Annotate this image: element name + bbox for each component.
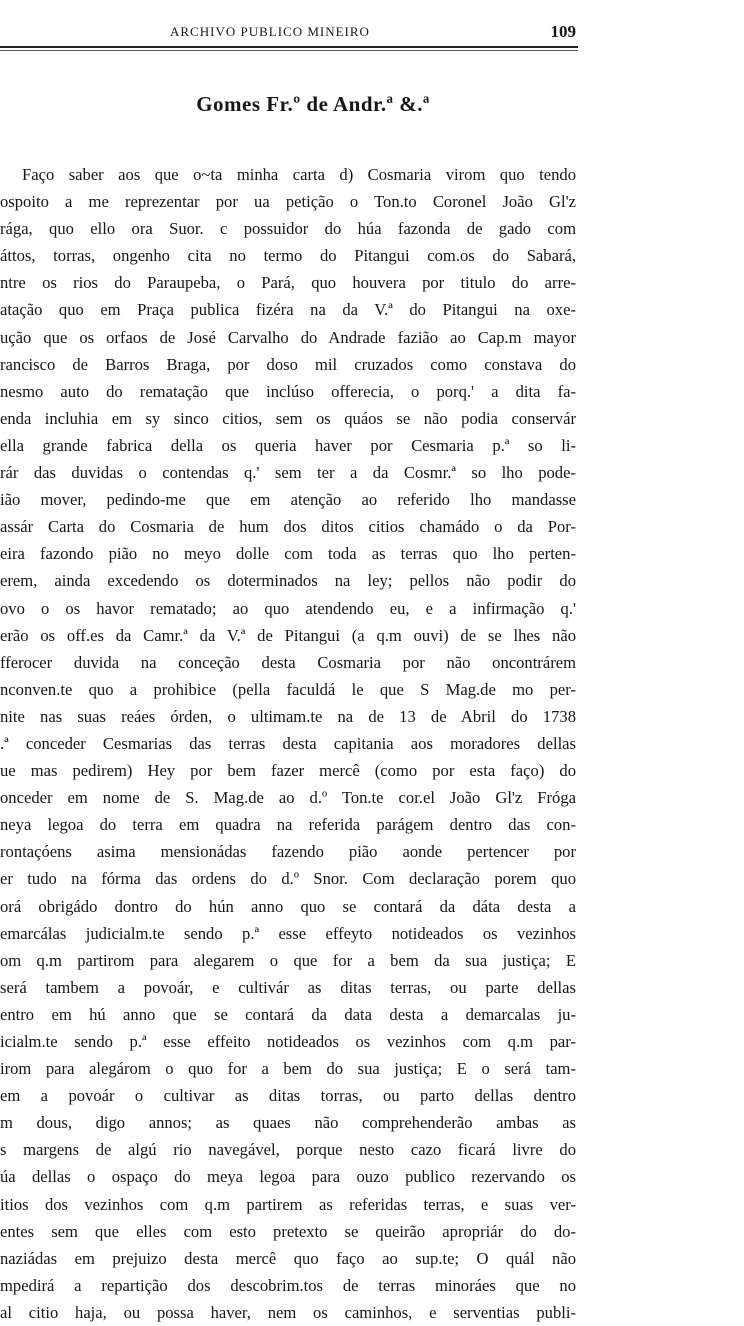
body-text (0, 161, 576, 1326)
text-line: Faço saber aos que o~ta minha carta d) Cosmaria virom quo tendo (22, 165, 576, 184)
text-line: onceder em nome de S. Mag.de ao d.º Ton.te cor.el João Gl'z Fróga (0, 788, 576, 808)
text-line: naziádas em prejuizo desta mercê quo faço ao sup.te; O quál não (0, 1248, 576, 1268)
text-line: itios dos vezinhos com q.m partirem as referidas terras, e suas ver- (0, 1194, 576, 1214)
text-line: rága, quo ello ora Suor. c possuidor do húa fazonda de gado com (0, 219, 576, 239)
page-number: 109 (550, 22, 576, 41)
text-line: er tudo na fórma das ordens do d.º Snor. Com declaração porem quo (0, 869, 576, 889)
text-line: ospoito a me reprezentar por ua petição o Ton.to Coronel João Gl'z (0, 192, 576, 212)
text-line: neya legoa do terra em quadra na referida parágem dentro das con- (0, 815, 576, 835)
text-line: entro em hú anno que se contará da data desta a demarcalas ju- (0, 1004, 576, 1024)
text-line: s margens de algú rio navegável, porque nesto cazo ficará livre do (0, 1140, 576, 1160)
text-line: assár Carta do Cosmaria de hum dos ditos citios chamádo o da Por- (0, 517, 576, 537)
text-line: rár das duvidas o contendas q.' sem ter a da Cosmr.ª so lho pode- (0, 463, 576, 483)
text-line: ovo o os havor rematado; ao quo atendendo eu, e a infirmação q.' (0, 598, 576, 618)
running-title: ARCHIVO PUBLICO MINEIRO (170, 24, 370, 39)
text-line: em a povoár o cultivar as ditas torras, ou parto dellas dentro (0, 1086, 576, 1106)
text-line: erão os off.es da Camr.ª da V.ª de Pitangui (a q.m ouvi) de se lhes não (0, 625, 576, 645)
text-line: ella grande fabrica della os queria haver por Cesmaria p.ª so li- (0, 435, 576, 455)
text-line: ntre os rios do Paraupeba, o Pará, quo houvera por titulo do arre- (0, 273, 576, 293)
text-line: ue mas pedirem) Hey por bem fazer mercê (como por esta faço) do (0, 761, 576, 781)
text-line: orá obrigádo dontro do hún anno quo se contará da dáta desta a (0, 896, 576, 916)
text-line: entes sem que elles com esto pretexto se queirão apropriár do do- (0, 1221, 576, 1241)
text-line: será tambem a povoár, e cultivár as ditas terras, ou parte dellas (0, 977, 576, 997)
text-line: atação quo em Praça publica fizéra na da V.ª do Pitangui na oxe- (0, 300, 576, 320)
document-heading: Gomes Fr.º de Andr.ª &.ª (196, 92, 430, 116)
text-line: áttos, torras, ongenho cita no termo do Pitangui com.os do Sabará, (0, 246, 576, 266)
text-line: rancisco de Barros Braga, por doso mil cruzados como constava do (0, 354, 576, 374)
text-line: rontaçóens asima mensionádas fazendo pião aonde pertencer por (0, 842, 576, 862)
text-line: m dous, digo annos; as quaes não comprehenderão ambas as (0, 1113, 576, 1133)
text-line: ução que os orfaos de José Carvalho do Andrade fazião ao Cap.m mayor (0, 327, 576, 347)
text-line: nconven.te quo a prohibice (pella faculdá le que S Mag.de mo per- (0, 679, 576, 699)
text-line: erem, ainda excedendo os doterminados na ley; pellos não podir do (0, 571, 576, 591)
text-line: fferocer duvida na conceção desta Cosmaria por não oncontrárem (0, 652, 576, 672)
text-line: al citio haja, ou possa haver, nem os caminhos, e serventias publi- (0, 1302, 576, 1322)
text-line: emarcálas judicialm.te sendo p.ª esse effeyto notideados os vezinhos (0, 923, 576, 943)
text-line: enda incluhia em sy sinco citios, sem os quáos se não podia conservár (0, 408, 576, 428)
text-line: eira fazondo pião no meyo dolle com toda as terras quo lho perten- (0, 544, 576, 564)
text-line: irom para alegárom o quo for a bem do sua justiça; E o será tam- (0, 1059, 576, 1079)
text-line: úa dellas o ospaço do meya legoa para ouzo publico rezervando os (0, 1167, 576, 1187)
text-line: icialm.te sendo p.ª esse effeito notideados os vezinhos com q.m par- (0, 1032, 576, 1051)
header-rule (0, 46, 578, 48)
text-line: .ª conceder Cesmarias das terras desta capitania aos moradores dellas (0, 733, 576, 753)
text-line: ião mover, pedindo-me que em atenção ao referido lho mandasse (0, 490, 576, 510)
text-line: nite nas suas reáes órden, o ultimam.te na de 13 de Abril do 1738 (0, 706, 576, 726)
header-rule-thin (0, 50, 578, 51)
text-line: om q.m partirom para alegarem o que for a bem da sua justiça; E (0, 950, 576, 970)
text-line: nesmo auto do rematação que inclúso offerecia, o porq.' a dita fa- (0, 381, 576, 401)
running-header (60, 22, 576, 44)
text-line: mpedirá a repartição dos descobrim.tos de terras minoráes que no (0, 1275, 576, 1295)
